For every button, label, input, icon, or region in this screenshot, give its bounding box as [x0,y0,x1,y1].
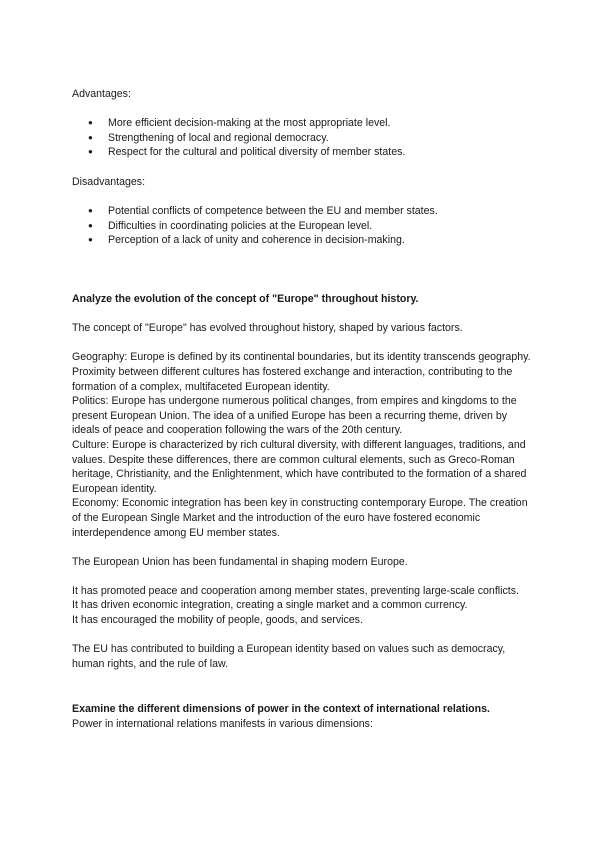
list-item: ● More efficient decision-making at the most appropriate level. [72,116,532,131]
europe-question-heading: Analyze the evolution of the concept of "Europe" throughout history. [72,293,419,305]
list-item: ● Potential conflicts of competence between the EU and member states. [72,204,532,219]
factor-politics: Politics: Europe has undergone numerous political changes, from empires and kingdoms to the present European Union. The idea of a unified Europe has been a recurring theme, driven by ideals of peace and cooperation following the wars of the 20th century. [72,395,517,437]
disadvantages-section [72,175,532,248]
advantages-section [72,87,532,160]
power-intro: Power in international relations manifests in various dimensions: [72,717,373,730]
factor-economy: Economy: Economic integration has been key in constructing contemporary Europe. The creation of the European Single Market and the introduction of the euro have fostered economic interdependence among EU member states. [72,497,528,539]
europe-section [72,292,532,671]
eu-identity: The EU has contributed to building a European identity based on values such as democracy, human rights, and the rule of law. [72,643,506,670]
list-item: ● Difficulties in coordinating policies at the European level. [72,219,532,234]
europe-intro: The concept of "Europe" has evolved throughout history, shaped by various factors. [72,322,463,335]
list-item: ● Strengthening of local and regional democracy. [72,131,532,146]
list-item: ● Respect for the cultural and political diversity of member states. [72,145,532,160]
disadvantages-heading: Disadvantages: [72,176,146,188]
advantages-heading: Advantages: [72,88,131,100]
power-question-heading: Examine the different dimensions of power in the context of international relations. [72,703,490,715]
disadvantages-list [72,204,532,248]
factor-culture: Culture: Europe is characterized by rich cultural diversity, with different languages, traditions, and values. Despite these differences, there are common cultural elements, such as Greco-Roman heritage, Christianity, and the Enlightenment, which have contributed to the formation of a shared European identity. [72,438,527,495]
eu-point: It has driven economic integration, creating a single market and a common currency. [72,599,468,612]
eu-point: It has promoted peace and cooperation among member states, preventing large-scale conflicts. [72,584,519,597]
list-item: ● Perception of a lack of unity and coherence in decision-making. [72,233,532,248]
eu-point: It has encouraged the mobility of people, goods, and services. [72,614,363,627]
power-section [72,702,542,731]
eu-intro: The European Union has been fundamental in shaping modern Europe. [72,555,408,568]
factor-geography: Geography: Europe is defined by its continental boundaries, but its identity transcends geography. Proximity between different cultures has fostered exchange and interaction, contributing to the formation of a complex, multifaceted European identity. [72,351,531,393]
advantages-list [72,116,532,160]
